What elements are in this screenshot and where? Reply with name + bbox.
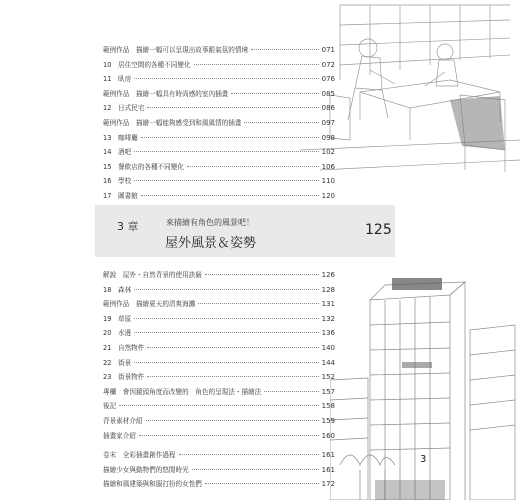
- dot-leader: [134, 332, 318, 333]
- toc-entry-page: 161: [321, 465, 335, 474]
- toc-entry-title: 16 學校: [103, 177, 132, 186]
- toc-entry: [103, 312, 335, 327]
- dot-leader: [141, 137, 319, 138]
- dot-leader: [141, 195, 319, 196]
- toc-entry: [103, 116, 335, 131]
- toc-entry-title: 卷末 全彩插畫創作過程: [103, 451, 176, 460]
- dot-leader: [134, 78, 318, 79]
- toc-entry-page: 160: [321, 431, 335, 440]
- toc-entry: [103, 58, 335, 73]
- chapter-page-number: 125: [365, 222, 392, 238]
- toc-entry-title: 範例作品 描繪一幅可以呈現出故事跟氣氛的情境: [103, 46, 249, 54]
- dot-leader: [134, 362, 318, 363]
- dot-leader: [134, 180, 318, 181]
- chapter-number: 3 章: [117, 220, 139, 233]
- dot-leader: [134, 289, 318, 290]
- toc-entry-page: 131: [321, 300, 335, 309]
- toc-entry: [103, 283, 335, 298]
- toc-entry-title: 14 酒吧: [103, 148, 132, 157]
- toc-entry-title: 範例作品 描繪一幅能夠感受到和風風情的插畫: [103, 118, 242, 127]
- toc-entry-page: 140: [321, 343, 335, 352]
- toc-entry-title: 描繪少女與動物們的悠閒時光: [103, 465, 189, 474]
- toc-entry-page: 071: [321, 46, 335, 54]
- chapter-3-banner: [95, 205, 395, 257]
- toc-entry: [103, 477, 335, 492]
- toc-entry-page: 072: [321, 60, 335, 69]
- dot-leader: [205, 274, 319, 275]
- toc-entry-page: 102: [321, 148, 335, 157]
- dot-leader: [134, 151, 318, 152]
- toc-entry-title: 解說 屋外・自然背景的使用訣竅: [103, 271, 202, 279]
- toc-entry: [103, 429, 335, 444]
- toc-entry-page: 152: [321, 373, 335, 382]
- toc-entry: [103, 297, 335, 312]
- toc-entry-title: 專欄 會因鏡頭角度而改變的 角色的呈現法・描繪法: [103, 387, 262, 396]
- toc-entry-title: 15 餐飲店的各種不同變化: [103, 162, 184, 171]
- toc-entry-page: 144: [321, 358, 335, 367]
- toc-entry-page: 126: [321, 271, 335, 279]
- toc-entry-page: 076: [321, 75, 335, 84]
- toc-entry-title: 19 草原: [103, 314, 132, 323]
- toc-entry: [103, 189, 335, 204]
- dot-leader: [147, 376, 318, 377]
- toc-entry-page: 132: [321, 314, 335, 323]
- street-buildings-illustration: [330, 270, 520, 500]
- dot-leader: [192, 469, 319, 470]
- dot-leader: [231, 93, 318, 94]
- toc-entry-title: 後記: [103, 402, 117, 411]
- toc-entry: [103, 370, 335, 385]
- chapter-subtitle: 屋外風景＆姿勢: [165, 236, 257, 251]
- toc-entry-title: 20 水邊: [103, 329, 132, 338]
- dot-leader: [198, 303, 318, 304]
- toc-entry-page: 159: [321, 416, 335, 425]
- chapter-title: 來描繪有角色的風景吧！: [166, 218, 254, 227]
- toc-entry-title: 範例作品 描繪夏天的清爽海灘: [103, 300, 196, 309]
- toc-entry-title: 背景素材介紹: [103, 416, 143, 425]
- dot-leader: [187, 166, 319, 167]
- toc-entry: [103, 145, 335, 160]
- toc-entry: [103, 356, 335, 371]
- toc-entry: [103, 341, 335, 356]
- dot-leader: [119, 405, 318, 406]
- dot-leader: [244, 122, 318, 123]
- toc-entry-page: 136: [321, 329, 335, 338]
- toc-entry-title: 插畫家介紹: [103, 431, 136, 440]
- toc-entry-page: 157: [321, 387, 335, 396]
- toc-entry-page: 128: [321, 285, 335, 294]
- toc-entry-page: 110: [321, 177, 335, 186]
- toc-entry-title: 21 自然物件: [103, 343, 145, 352]
- toc-entry: [103, 448, 335, 463]
- dot-leader: [264, 391, 318, 392]
- toc-entry-page: 120: [321, 191, 335, 200]
- toc-entry-page: 158: [321, 402, 335, 411]
- toc-entry-title: 13 咖啡廳: [103, 133, 138, 142]
- toc-entry-title: 10 居住空間的各種不同變化: [103, 60, 191, 69]
- toc-entry: [103, 87, 335, 102]
- dot-leader: [179, 454, 319, 455]
- toc-entry: [103, 131, 335, 146]
- toc-entry-title: 範例作品 描繪一幅具有時尚感的室內插畫: [103, 89, 229, 98]
- dot-leader: [147, 107, 318, 108]
- toc-entry-title: 11 臥房: [103, 75, 132, 84]
- dot-leader: [147, 347, 318, 348]
- toc-entry-page: 106: [321, 162, 335, 171]
- toc-entry: [103, 414, 335, 429]
- toc-entry-page: 161: [321, 451, 335, 460]
- dot-leader: [194, 64, 319, 65]
- dot-leader: [139, 435, 319, 436]
- toc-entry: [103, 385, 335, 400]
- toc-list-top: [103, 43, 335, 204]
- toc-entry: [103, 101, 335, 116]
- toc-entry-title: 18 森林: [103, 285, 132, 294]
- toc-entry: [103, 463, 335, 478]
- toc-list-bottom: [103, 268, 335, 492]
- toc-entry-page: 086: [321, 104, 335, 113]
- toc-entry-page: 085: [321, 89, 335, 98]
- toc-entry: [103, 72, 335, 87]
- toc-entry: [103, 43, 335, 58]
- toc-entry-title: 23 街景物件: [103, 373, 145, 382]
- toc-entry-page: 172: [321, 480, 335, 489]
- toc-entry-page: 098: [321, 133, 335, 142]
- dot-leader: [134, 318, 318, 319]
- dot-leader: [146, 420, 319, 421]
- toc-entry: [103, 160, 335, 175]
- toc-entry-page: 097: [321, 118, 335, 127]
- toc-entry-title: 17 圖書館: [103, 191, 138, 200]
- dot-leader: [205, 483, 319, 484]
- toc-entry: [103, 174, 335, 189]
- toc-entry: [103, 399, 335, 414]
- toc-entry-title: 12 日式民宅: [103, 104, 145, 113]
- page-number: 3: [420, 454, 427, 465]
- toc-entry-title: 描繪和風建築與和服打扮的女性們: [103, 480, 202, 489]
- toc-entry: [103, 326, 335, 341]
- toc-entry: [103, 268, 335, 283]
- toc-entry-title: 22 街景: [103, 358, 132, 367]
- dot-leader: [251, 49, 319, 50]
